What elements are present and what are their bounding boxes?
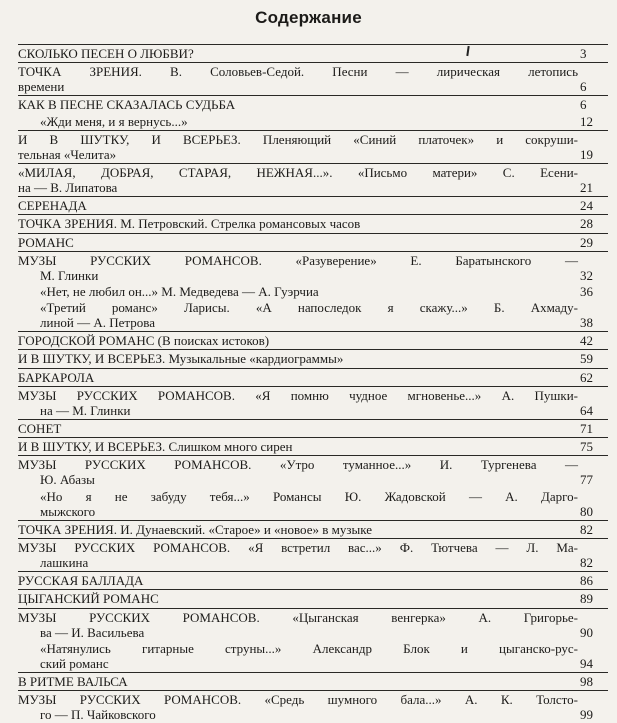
toc-entry-line [18, 370, 608, 385]
toc-page-number: 77 [580, 472, 593, 488]
toc-entry-text: БАРКАРОЛА [18, 369, 95, 385]
toc-page-number: 89 [580, 591, 593, 607]
toc-entry [18, 437, 608, 454]
toc-entry-line [18, 284, 608, 299]
toc-entry-line [18, 165, 608, 180]
toc-entry [18, 233, 608, 250]
toc-entry [18, 571, 608, 588]
toc-entry-line [18, 656, 608, 671]
toc-entry-line [18, 504, 608, 519]
toc-entry-line [18, 216, 608, 231]
toc-entry [18, 62, 608, 94]
toc-entry-text: МУЗЫ РУССКИХ РОМАНСОВ. «Я помню чудное мгновенье...» А. Пушки- [18, 387, 578, 403]
toc-entry-line [18, 97, 608, 112]
toc-entry-text: РОМАНС [18, 234, 74, 250]
toc-entry-line [18, 522, 608, 537]
toc-entry-text: лашкина [40, 554, 89, 570]
toc-page-number: 75 [580, 439, 593, 455]
toc-page-number: 29 [580, 234, 593, 250]
toc-entry [18, 114, 608, 129]
toc-page-number: 90 [580, 624, 593, 640]
toc-entry [18, 349, 608, 366]
toc-entry-line [18, 610, 608, 625]
toc-entry-text: тельная «Челита» [18, 146, 117, 162]
toc-entry-line [18, 674, 608, 689]
toc-page-number: 82 [580, 521, 593, 537]
table-of-contents [18, 44, 608, 723]
toc-entry-line [18, 132, 608, 147]
toc-entry-line [18, 315, 608, 330]
toc-entry [18, 608, 608, 640]
toc-page-number: 36 [580, 283, 593, 299]
toc-entry-text: М. Глинки [40, 267, 99, 283]
toc-page-number: 6 [580, 79, 587, 95]
toc-entry [18, 196, 608, 213]
toc-entry-line [18, 540, 608, 555]
toc-entry [18, 368, 608, 385]
toc-page-number: 12 [580, 113, 593, 129]
toc-page-number: 42 [580, 333, 593, 349]
toc-entry-text: Ю. Абазы [40, 472, 95, 488]
toc-entry-text: мыжского [40, 503, 96, 519]
toc-entry-text: КАК В ПЕСНЕ СКАЗАЛАСЬ СУДЬБА [18, 97, 236, 113]
toc-page-number: 86 [580, 573, 593, 589]
toc-entry-line [18, 180, 608, 195]
toc-entry-text: И В ШУТКУ, И ВСЕРЬЕЗ. Слишком много сирен [18, 439, 293, 455]
toc-entry-line [18, 114, 608, 129]
toc-entry [18, 690, 608, 722]
toc-entry [18, 300, 608, 330]
toc-page-number: 3 [580, 46, 587, 61]
toc-entry [18, 214, 608, 231]
toc-entry [18, 130, 608, 162]
toc-entry-line [18, 403, 608, 418]
toc-page-number: 21 [580, 179, 593, 195]
toc-entry-line [18, 253, 608, 268]
toc-page-number: 98 [580, 673, 593, 689]
toc-page-number: 6 [580, 97, 587, 113]
toc-entry-text: времени [18, 79, 65, 95]
toc-page-number: 32 [580, 267, 593, 283]
toc-entry [18, 538, 608, 570]
toc-entry [18, 419, 608, 436]
toc-entry [18, 284, 608, 299]
toc-entry-text: МУЗЫ РУССКИХ РОМАНСОВ. «Утро туманное...» И. Тургенева — [18, 457, 578, 473]
toc-entry-text: РУССКАЯ БАЛЛАДА [18, 573, 144, 589]
toc-entry-text: «Нет, не любил он...» М. Медведева — А. Гуэрчиа [40, 283, 319, 299]
toc-entry-line [18, 235, 608, 250]
toc-entry-line [18, 573, 608, 588]
toc-entry-line [18, 489, 608, 504]
toc-entry-line [18, 300, 608, 315]
toc-entry-text: ва — И. Васильева [40, 624, 145, 640]
toc-page-number: 19 [580, 146, 593, 162]
toc-entry [18, 489, 608, 519]
toc-entry [18, 589, 608, 606]
toc-entry-text: СКОЛЬКО ПЕСЕН О ЛЮБВИ? [18, 46, 194, 61]
toc-page-number: 80 [580, 503, 593, 519]
toc-entry-text: ГОРОДСКОЙ РОМАНС (В поисках истоков) [18, 333, 270, 349]
toc-entry-text: ТОЧКА ЗРЕНИЯ. И. Дунаевский. «Старое» и «новое» в музыке [18, 521, 372, 537]
toc-entry-text: МУЗЫ РУССКИХ РОМАНСОВ. «Средь шумного бала...» А. К. Толсто- [18, 692, 578, 708]
toc-entry-line [18, 555, 608, 570]
toc-entry-text: «МИЛАЯ, ДОБРАЯ, СТАРАЯ, НЕЖНАЯ...». «Письмо матери» С. Есени- [18, 164, 578, 180]
toc-entry-text: ТОЧКА ЗРЕНИЯ. В. Соловьев-Седой. Песни — лирическая летопись [18, 64, 578, 80]
toc-entry-text: И В ШУТКУ, И ВСЕРЬЕЗ. Пленяющий «Синий платочек» и сокруши- [18, 131, 578, 147]
toc-page-number: 38 [580, 315, 593, 331]
toc-entry-line [18, 198, 608, 213]
toc-entry [18, 44, 608, 61]
toc-entry [18, 641, 608, 671]
toc-entry-line [18, 46, 608, 61]
toc-entry-line [18, 79, 608, 94]
toc-entry-text: МУЗЫ РУССКИХ РОМАНСОВ. «Цыганская венгерка» А. Григорье- [18, 609, 578, 625]
toc-entry-text: СОНЕТ [18, 421, 62, 436]
toc-entry [18, 95, 608, 112]
toc-entry [18, 455, 608, 487]
toc-entry-text: СЕРЕНАДА [18, 198, 87, 214]
toc-entry [18, 672, 608, 689]
toc-entry-line [18, 707, 608, 722]
toc-entry-text: МУЗЫ РУССКИХ РОМАНСОВ. «Разуверение» Е. Баратынского — [18, 252, 578, 268]
toc-entry [18, 520, 608, 537]
toc-entry-text: МУЗЫ РУССКИХ РОМАНСОВ. «Я встретил вас...» Ф. Тютчева — Л. Ма- [18, 539, 578, 555]
toc-entry-line [18, 351, 608, 366]
page-title: Содержание [255, 8, 362, 27]
toc-entry-text: на — М. Глинки [40, 402, 131, 418]
toc-page-number: 62 [580, 369, 593, 385]
toc-page-number: 94 [580, 655, 593, 671]
toc-entry-line [18, 472, 608, 487]
toc-entry-line [18, 625, 608, 640]
toc-entry-text: «Жди меня, и я вернусь...» [40, 113, 188, 129]
toc-entry-text: линой — А. Петрова [40, 315, 155, 331]
toc-entry-line [18, 641, 608, 656]
toc-entry-text: И В ШУТКУ, И ВСЕРЬЕЗ. Музыкальные «кардиограммы» [18, 351, 344, 367]
toc-page-number: 99 [580, 707, 593, 723]
toc-entry-text: ТОЧКА ЗРЕНИЯ. М. Петровский. Стрелка романсовых часов [18, 216, 361, 232]
toc-entry-text: ский романс [40, 655, 109, 671]
toc-page-number: 64 [580, 402, 593, 418]
toc-entry [18, 331, 608, 348]
toc-entry-line [18, 388, 608, 403]
toc-page-number: 24 [580, 198, 593, 214]
toc-entry-line [18, 591, 608, 606]
toc-entry-line [18, 457, 608, 472]
toc-entry-text: «Третий романс» Ларисы. «А напоследок я скажу...» Б. Ахмаду- [40, 300, 578, 316]
toc-entry-text: «Но я не забуду тебя...» Романсы Ю. Жадовской — А. Дарго- [40, 488, 578, 504]
toc-entry-line [18, 333, 608, 348]
toc-page-number: 28 [580, 216, 593, 232]
toc-page-number: 71 [580, 421, 593, 436]
toc-page-number: 82 [580, 554, 593, 570]
toc-page-number: 59 [580, 351, 593, 367]
toc-entry [18, 251, 608, 283]
toc-entry-line [18, 439, 608, 454]
toc-entry-text: ЦЫГАНСКИЙ РОМАНС [18, 591, 159, 607]
toc-entry-text: го — П. Чайковского [40, 707, 156, 723]
toc-entry-line [18, 268, 608, 283]
toc-entry-line [18, 147, 608, 162]
toc-entry-line [18, 64, 608, 79]
toc-entry [18, 386, 608, 418]
toc-entry-line [18, 421, 608, 436]
toc-entry-text: «Натянулись гитарные струны...» Александр Блок и цыганско-рус- [40, 640, 578, 656]
toc-entry [18, 163, 608, 195]
toc-entry-text: на — В. Липатова [18, 179, 118, 195]
toc-entry-text: В РИТМЕ ВАЛЬСА [18, 673, 128, 689]
